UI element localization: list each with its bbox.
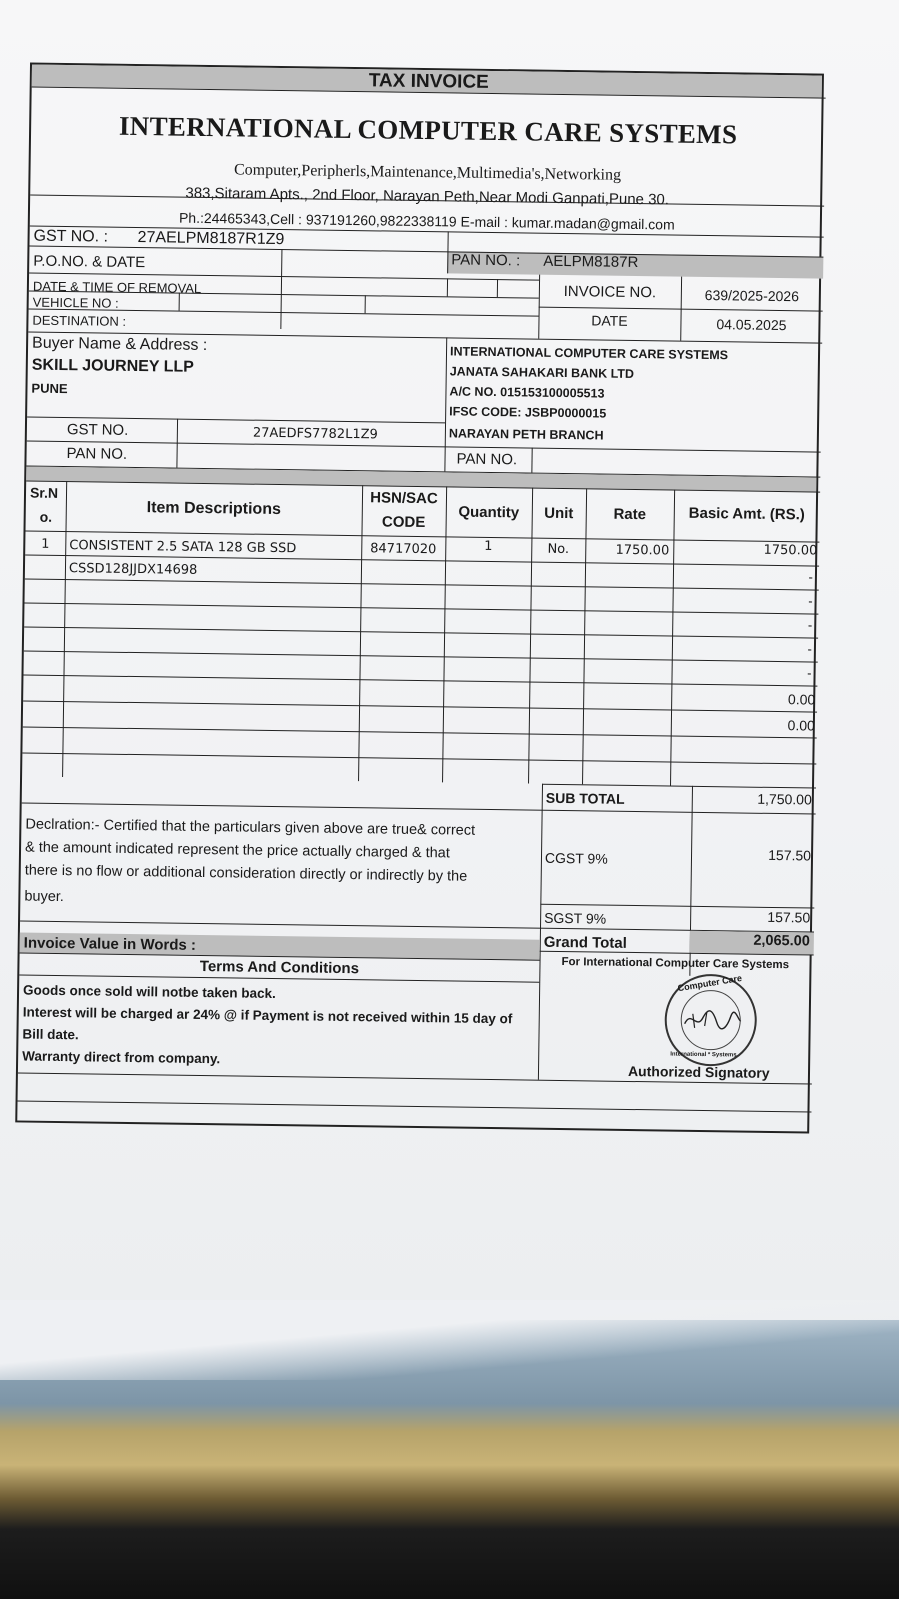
divider [18, 1100, 812, 1112]
company-name: INTERNATIONAL COMPUTER CARE SYSTEMS [118, 110, 738, 150]
divider [280, 249, 282, 329]
bank-account-name: INTERNATIONAL COMPUTER CARE SYSTEMS [449, 344, 729, 363]
sgst-label: SGST 9% [544, 909, 607, 927]
divider [582, 488, 587, 784]
cgst-value: 157.50 [768, 846, 812, 864]
declaration-line: Declration:- Certified that the particulars given above are true& correct [25, 816, 476, 839]
divider [365, 295, 366, 313]
item-description: CONSISTENT 2.5 SATA 128 GB SSD [69, 538, 297, 557]
header-amount: Basic Amt. (RS.) [688, 504, 805, 524]
cgst-label: CGST 9% [544, 849, 608, 867]
buyer-label: Buyer Name & Address : [32, 334, 208, 355]
empty-amount-zero: 0.00 [787, 691, 816, 708]
po-label: P.O.NO. & DATE [33, 252, 146, 272]
header-sr-2: o. [39, 508, 53, 525]
item-quantity: 1 [484, 538, 493, 555]
term-item: Warranty direct from company. [22, 1048, 221, 1067]
declaration-line: there is no flow or additional consideration directly or indirectly by the [24, 862, 468, 885]
divider [179, 293, 180, 311]
divider [542, 784, 816, 789]
buyer-pan-label: PAN NO. [66, 445, 128, 463]
empty-amount-dash: - [807, 617, 813, 633]
header-rate: Rate [613, 505, 647, 524]
item-rate: 1750.00 [615, 542, 670, 559]
bank-pan-label: PAN NO. [456, 450, 518, 469]
sgst-value: 157.50 [767, 908, 811, 926]
item-serial-number: CSSD128JJDX14698 [68, 561, 198, 578]
grand-total-value: 2,065.00 [753, 932, 810, 950]
subtotal-value: 1,750.00 [757, 790, 812, 808]
company-address: 383,Sitaram Apts., 2nd Floor, Narayan Peth,Near Modi Ganpati,Pune 30. [185, 184, 670, 209]
divider [497, 279, 498, 297]
company-contact: Ph.:24465343,Cell : 937191260,9822338119 E-mail : kumar.madan@gmail.com [178, 209, 675, 233]
date-label: DATE [591, 312, 628, 329]
seller-gst-value: 27AELPM8187R1Z9 [137, 229, 285, 249]
divider [540, 904, 814, 909]
bank-name: JANATA SAHAKARI BANK LTD [449, 364, 635, 381]
invoice-sheet [5, 62, 826, 1133]
paper-edge [0, 1300, 899, 1380]
term-item: Interest will be charged ar 24% @ if Payment is not received within 15 day of [22, 1004, 513, 1027]
terms-title: Terms And Conditions [199, 957, 360, 978]
bank-branch: NARAYAN PETH BRANCH [448, 426, 604, 443]
divider [22, 752, 816, 764]
empty-amount-dash: - [808, 593, 813, 609]
divider [531, 448, 532, 473]
bank-ifsc: IFSC CODE: JSBP0000015 [449, 404, 607, 421]
divider [670, 490, 675, 786]
header-quantity: Quantity [458, 503, 520, 522]
buyer-name: SKILL JOURNEY LLP [31, 356, 195, 376]
buyer-gst-label: GST NO. [66, 421, 129, 439]
item-unit: No. [547, 541, 570, 558]
stamp-text: International * Systems [670, 1051, 737, 1059]
seller-gst-label: GST NO. : [33, 227, 109, 246]
divider [447, 278, 448, 296]
term-item: Bill date. [22, 1026, 79, 1043]
words-label: Invoice Value in Words : [23, 934, 197, 954]
divider [29, 246, 823, 258]
term-item: Goods once sold will notbe taken back. [22, 982, 276, 1002]
item-amount: 1750.00 [763, 542, 818, 559]
buyer-city: PUNE [31, 380, 68, 397]
grand-total-label: Grand Total [543, 933, 627, 952]
empty-amount-zero: 0.00 [787, 717, 815, 734]
header-unit: Unit [544, 504, 574, 523]
header-description: Item Descriptions [146, 499, 282, 519]
authorized-signatory: Authorized Signatory [627, 1062, 770, 1081]
removal-label: DATE & TIME OF REMOVAL [32, 278, 202, 296]
destination-label: DESTINATION : [32, 312, 127, 329]
invoice-no-value: 639/2025-2026 [704, 286, 800, 305]
vehicle-label: VEHICLE NO : [32, 294, 119, 311]
declaration-line: buyer. [24, 888, 65, 906]
subtotal-label: SUB TOTAL [545, 789, 625, 807]
header-hsn-1: HSN/SAC [370, 489, 438, 508]
seller-pan-label: PAN NO. : [451, 251, 521, 270]
divider [62, 481, 67, 777]
signature-scribble [683, 1008, 743, 1033]
company-stamp [664, 973, 757, 1066]
header-hsn-2: CODE [381, 513, 426, 532]
empty-amount-dash: - [808, 569, 814, 585]
seller-pan-value: AELPM8187R [543, 252, 639, 272]
divider [27, 441, 821, 453]
item-sr: 1 [41, 536, 50, 552]
invoice-frame [15, 63, 824, 1134]
buyer-gst-value: 27AEDFS7782L1Z9 [252, 425, 378, 443]
bank-account-no: A/C NO. 015153100005513 [449, 384, 605, 401]
header-sr-1: Sr.N [29, 484, 59, 501]
doc-title: TAX INVOICE [368, 70, 489, 93]
company-services: Computer,Peripherls,Maintenance,Multimedia's,Networking [233, 161, 622, 184]
declaration-line: & the amount indicated represent the price actually charged & that [24, 839, 450, 862]
divider [528, 488, 533, 784]
item-hsn: 84717020 [370, 541, 437, 558]
for-company-label: For International Computer Care Systems [561, 956, 790, 972]
date-value: 04.05.2025 [716, 316, 787, 334]
invoice-no-label: INVOICE NO. [563, 282, 657, 302]
divider [444, 337, 447, 471]
divider [538, 784, 543, 1080]
empty-amount-dash: - [807, 641, 813, 657]
empty-amount-dash: - [807, 665, 812, 681]
stamp-text: Computer Care [676, 972, 743, 994]
